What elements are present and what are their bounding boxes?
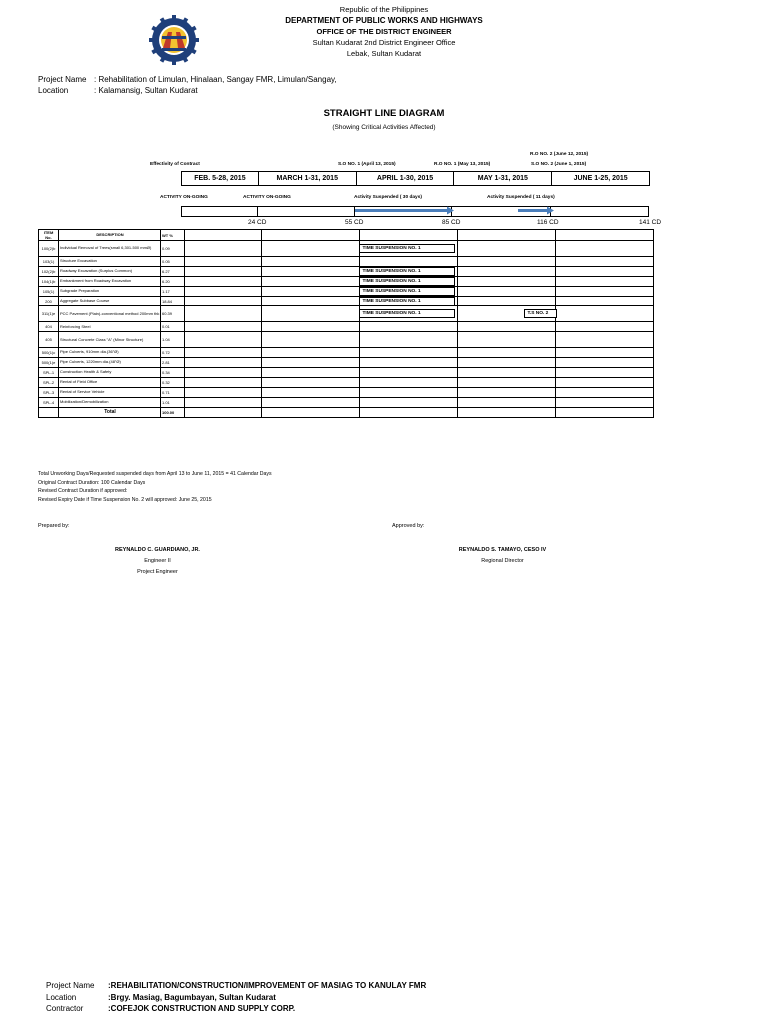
item-description: Construction Health & Safety <box>59 368 161 378</box>
suspension-bar-30-arrow <box>447 207 454 215</box>
item-number: 311(1)e <box>39 306 59 322</box>
footer-location-value: :Brgy. Masiag, Bagumbayan, Sultan Kudarat <box>108 992 276 1002</box>
status-ongoing-2: ACTIVITY ON-GOING <box>243 195 291 200</box>
ro2-label: R.O NO. 2 (June 12, 2015) <box>530 152 589 157</box>
item-number: SPL-4 <box>39 397 59 407</box>
item-weight: 0.72 <box>161 348 185 358</box>
item-description: Structure Excavation <box>59 257 161 267</box>
footer-project-label: Project Name <box>46 981 95 990</box>
prepared-by-label: Prepared by: <box>38 523 70 529</box>
item-weight: 1.04 <box>161 332 185 348</box>
preparer-title-1: Engineer II <box>144 558 171 564</box>
header-department: DEPARTMENT OF PUBLIC WORKS AND HIGHWAYS <box>285 16 483 25</box>
project-name-label: Project Name <box>38 75 87 84</box>
item-number: 500(1)e <box>39 358 59 368</box>
item-description: Roadway Excavation (Surplus Common) <box>59 266 161 276</box>
note-unworking-days: Total Unworking Days/Requested suspended days from April 13 to June 11, 2015 = 41 Calendar Days <box>38 471 272 477</box>
table-row <box>39 306 654 322</box>
footer-location-label: Location <box>46 992 77 1002</box>
note-revised-duration: Revised Contract Duration if approved: <box>38 488 128 495</box>
item-description: Pipe Culverts, 1220mm dia.(48"Ø) <box>59 358 161 368</box>
period-header-row <box>181 171 650 186</box>
item-number: 102(2)b <box>39 266 59 276</box>
cd-141: 141 CD <box>639 219 662 226</box>
cd-116: 116 CD <box>537 219 559 226</box>
table-row <box>39 387 654 397</box>
item-weight: 60.39 <box>161 306 185 322</box>
item-weight: 0.05 <box>161 257 185 267</box>
time-suspension-2-box: T.S NO. 2 <box>524 309 557 318</box>
header-town: Lebak, Sultan Kudarat <box>346 49 422 58</box>
diagram-title: STRAIGHT LINE DIAGRAM <box>323 108 445 119</box>
so1-label: S.O NO. 1 (April 13, 2015) <box>338 162 396 167</box>
timeline-axis <box>181 203 650 219</box>
period-june: JUNE 1-25, 2015 <box>573 175 628 182</box>
item-description: Individual Removal of Trees(small 6,301-500 mmØ) <box>59 241 161 257</box>
cd-24: 24 CD <box>248 219 267 226</box>
header-republic: Republic of the Philippines <box>339 5 429 14</box>
location-value: : Kalamansig, Sultan Kudarat <box>94 86 198 95</box>
period-march: MARCH 1-31, 2015 <box>259 172 357 185</box>
activities-table <box>38 229 654 418</box>
notes-block <box>38 470 272 504</box>
item-description: Mobilization/Demobilization <box>59 397 161 407</box>
status-suspended-11: Activity Suspended ( 11 days) <box>487 195 555 200</box>
note-revised-expiry: Revised Expiry Date if Time Suspension No. 2 will approved: June 25, 2015 <box>38 496 212 503</box>
item-description: Rental of Field Office <box>59 378 161 388</box>
preparer-title-2: Project Engineer <box>137 569 178 575</box>
effectivity-label: Effectivity of Contract <box>150 162 200 167</box>
approver-block <box>420 545 585 567</box>
footer-project-info <box>46 980 426 1015</box>
table-row <box>39 286 654 296</box>
item-number: 404 <box>39 322 59 332</box>
item-number: 500(1)c <box>39 348 59 358</box>
header-wt: WT % <box>161 230 185 241</box>
time-suspension-box: TIME SUSPENSION NO. 1 <box>359 309 455 318</box>
item-number: SPL-1 <box>39 368 59 378</box>
time-suspension-box: TIME SUSPENSION NO. 1 <box>359 267 455 276</box>
item-number: 200 <box>39 296 59 306</box>
so2-label: S.O NO. 2 (June 1, 2015) <box>531 162 587 167</box>
item-description: Structural Concrete Class "A" (Minor Structure) <box>59 332 161 348</box>
table-row <box>39 276 654 286</box>
item-description: Embankment from Roadway Excavation <box>59 276 161 286</box>
table-row <box>39 397 654 407</box>
diagram-subtitle: (Showing Critical Activities Affected) <box>332 124 436 131</box>
total-row <box>39 407 654 417</box>
status-suspended-30: Activity Suspended ( 30 days) <box>354 195 422 200</box>
location-label: Location <box>38 86 69 95</box>
time-suspension-box: TIME SUSPENSION NO. 1 <box>359 297 455 306</box>
table-row <box>39 378 654 388</box>
table-row <box>39 332 654 348</box>
item-number: 105(1) <box>39 286 59 296</box>
table-row <box>39 241 654 257</box>
cd-55: 55 CD <box>345 219 364 226</box>
period-april: APRIL 1-30, 2015 <box>357 172 455 185</box>
item-description: Subgrade Preparation <box>59 286 161 296</box>
table-row <box>39 322 654 332</box>
approver-title: Regional Director <box>481 558 524 564</box>
time-suspension-box: TIME SUSPENSION NO. 1 <box>359 277 455 286</box>
item-description: Aggregate Subbase Course <box>59 296 161 306</box>
item-description: Rental of Service Vehicle <box>59 387 161 397</box>
item-description: PCC Pavement (Plain)-conventional method 200mm thk <box>59 306 161 322</box>
item-weight: 0.32 <box>161 378 185 388</box>
cd-85: 85 CD <box>442 219 461 226</box>
approved-by-label: Approved by: <box>392 523 425 529</box>
item-number: 103(1) <box>39 257 59 267</box>
item-number: 405 <box>39 332 59 348</box>
header-description: DESCRIPTION <box>59 230 161 241</box>
table-row <box>39 368 654 378</box>
item-number: SPL-3 <box>39 387 59 397</box>
period-feb: FEB. 5-28, 2015 <box>182 172 259 185</box>
project-name-value: : Rehabilitation of Limulan, Hinalaan, Sangay FMR, Limulan/Sangay, <box>94 75 337 84</box>
preparer-block <box>80 545 235 578</box>
table-row <box>39 358 654 368</box>
item-number: SPL-2 <box>39 378 59 388</box>
total-value: 100.00 <box>161 407 185 417</box>
period-may: MAY 1-31, 2015 <box>454 172 552 185</box>
item-weight: 1.17 <box>161 286 185 296</box>
item-weight: 0.71 <box>161 387 185 397</box>
footer-project-value: :REHABILITATION/CONSTRUCTION/IMPROVEMENT OF MASIAG TO KANULAY FMR <box>108 981 427 990</box>
item-weight: 6.27 <box>161 266 185 276</box>
item-number: 104(1)b <box>39 276 59 286</box>
status-ongoing-1: ACTIVITY ON-GOING <box>160 195 208 200</box>
table-row <box>39 266 654 276</box>
agency-header <box>0 5 768 59</box>
time-suspension-box: TIME SUSPENSION NO. 1 <box>359 287 455 296</box>
item-weight: 0.01 <box>161 322 185 332</box>
ro1-label: R.O NO. 1 (May 13, 2015) <box>434 162 491 167</box>
header-district: Sultan Kudarat 2nd District Engineer Office <box>312 38 456 47</box>
preparer-name: REYNALDO C. GUARDIANO, JR. <box>115 547 200 553</box>
item-number: 100(2)b <box>39 241 59 257</box>
suspension-bar-30-days <box>355 209 451 212</box>
approver-name: REYNALDO S. TAMAYO, CESO IV <box>458 547 547 553</box>
footer-contractor-value: :COFEJOK CONSTRUCTION AND SUPPLY CORP. <box>108 1004 296 1013</box>
table-header-row <box>39 230 654 241</box>
table-row <box>39 348 654 358</box>
total-label: Total <box>59 407 161 417</box>
item-weight: 0.09 <box>161 241 185 257</box>
item-description: Reinforcing Steel <box>59 322 161 332</box>
project-info <box>38 74 337 96</box>
time-suspension-box: TIME SUSPENSION NO. 1 <box>359 244 455 253</box>
header-item: ITEM No. <box>39 230 59 241</box>
note-original-duration: Original Contract Duration: 100 Calendar Days <box>38 479 146 486</box>
item-weight: 18.84 <box>161 296 185 306</box>
item-weight: 0.34 <box>161 368 185 378</box>
footer-contractor-label: Contractor <box>46 1004 84 1013</box>
suspension-bar-11-days <box>518 209 549 212</box>
item-weight: 6.20 <box>161 276 185 286</box>
table-row <box>39 257 654 267</box>
item-weight: 2.81 <box>161 358 185 368</box>
header-office: OFFICE OF THE DISTRICT ENGINEER <box>316 27 452 36</box>
item-weight: 1.01 <box>161 397 185 407</box>
table-row <box>39 296 654 306</box>
item-description: Pipe Culverts, 910mm dia.(36"Ø) <box>59 348 161 358</box>
